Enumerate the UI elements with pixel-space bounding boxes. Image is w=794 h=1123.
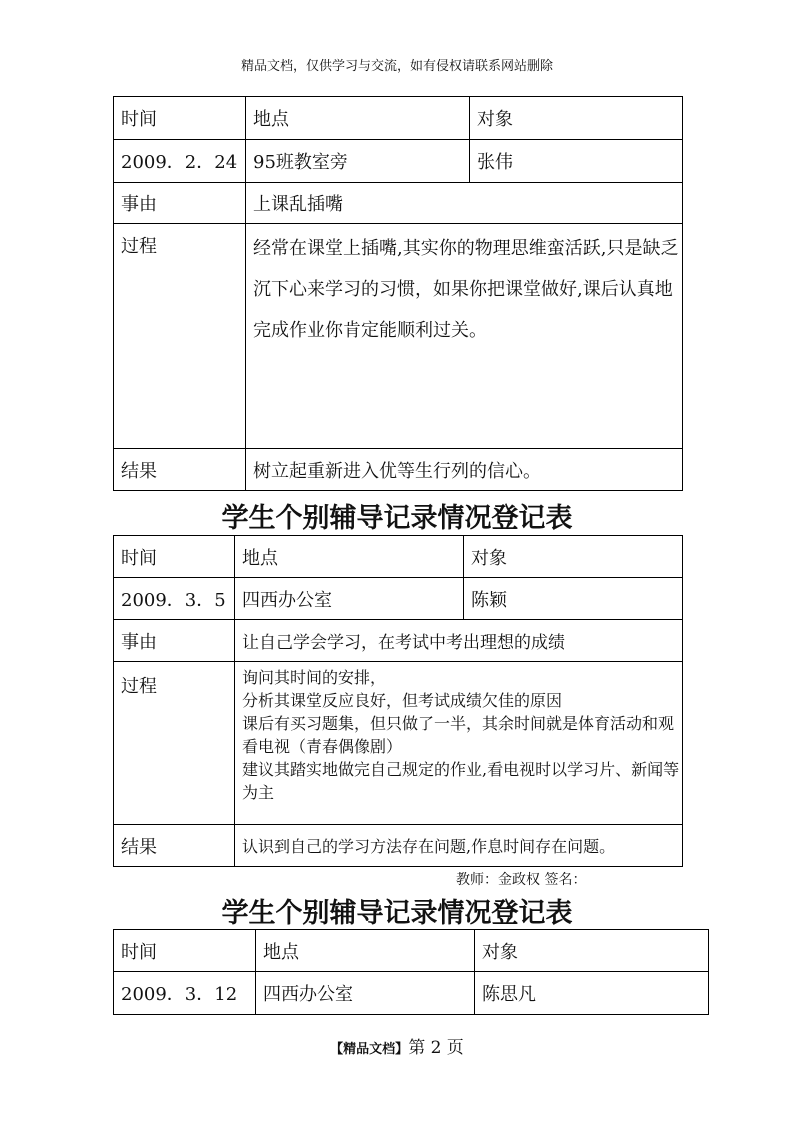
reason-label: 事由 [114, 620, 235, 662]
target-value: 陈思凡 [475, 972, 709, 1015]
process-label: 过程 [114, 224, 246, 449]
teacher-signature: 教师：金政权 签名： [456, 872, 587, 888]
reason-value: 上课乱插嘴 [246, 183, 683, 224]
process-line: 询问其时间的安排， [242, 668, 387, 687]
time-label: 时间 [114, 536, 235, 578]
time-value: 2009．3．12 [114, 972, 256, 1015]
time-value: 2009．2．24 [114, 140, 246, 183]
time-value: 2009．3．5 [114, 578, 235, 620]
result-label: 结果 [114, 449, 246, 491]
form-title-3: 学生个别辅导记录情况登记表 [221, 898, 573, 929]
process-label: 过程 [114, 662, 235, 825]
target-value: 陈颖 [464, 578, 683, 620]
page-number: 第 2 页 [408, 1038, 464, 1058]
page-header: 精品文档，仅供学习与交流，如有侵权请联系网站删除 [240, 59, 553, 74]
footer-label: 【精品文档】 [330, 1042, 409, 1057]
target-label: 对象 [464, 536, 683, 578]
target-label: 对象 [475, 930, 709, 972]
result-value: 认识到自己的学习方法存在问题,作息时间存在问题。 [235, 825, 683, 867]
place-value: 95班教室旁 [246, 140, 470, 183]
reason-value: 让自己学会学习，在考试中考出理想的成绩 [235, 620, 683, 662]
place-value: 四西办公室 [256, 972, 475, 1015]
place-label: 地点 [235, 536, 464, 578]
process-value [235, 662, 683, 825]
process-line: 建议其踏实地做完自己规定的作业,看电视时以学习片、新闻等为主 [242, 760, 680, 802]
page-footer [0, 1033, 794, 1058]
process-value: 经常在课堂上插嘴,其实你的物理思维蛮活跃,只是缺乏沉下心来学习的习惯，如果你把课堂做好,课后认真地完成作业你肯定能顺利过关。 [246, 224, 683, 449]
result-value: 树立起重新进入优等生行列的信心。 [246, 449, 683, 491]
process-line: 课后有买习题集，但只做了一半，其余时间就是体育活动和观看电视（青春偶像剧） [242, 714, 675, 756]
result-label: 结果 [114, 825, 235, 867]
record-table-2 [113, 535, 683, 867]
process-line: 分析其课堂反应良好，但考试成绩欠佳的原因 [242, 691, 563, 710]
record-table-1 [113, 96, 683, 491]
reason-label: 事由 [114, 183, 246, 224]
record-table-3 [113, 929, 709, 1015]
place-value: 四西办公室 [235, 578, 464, 620]
time-label: 时间 [114, 97, 246, 140]
target-value: 张伟 [470, 140, 683, 183]
form-title-2: 学生个别辅导记录情况登记表 [221, 503, 573, 534]
time-label: 时间 [114, 930, 256, 972]
place-label: 地点 [256, 930, 475, 972]
target-label: 对象 [470, 97, 683, 140]
place-label: 地点 [246, 97, 470, 140]
